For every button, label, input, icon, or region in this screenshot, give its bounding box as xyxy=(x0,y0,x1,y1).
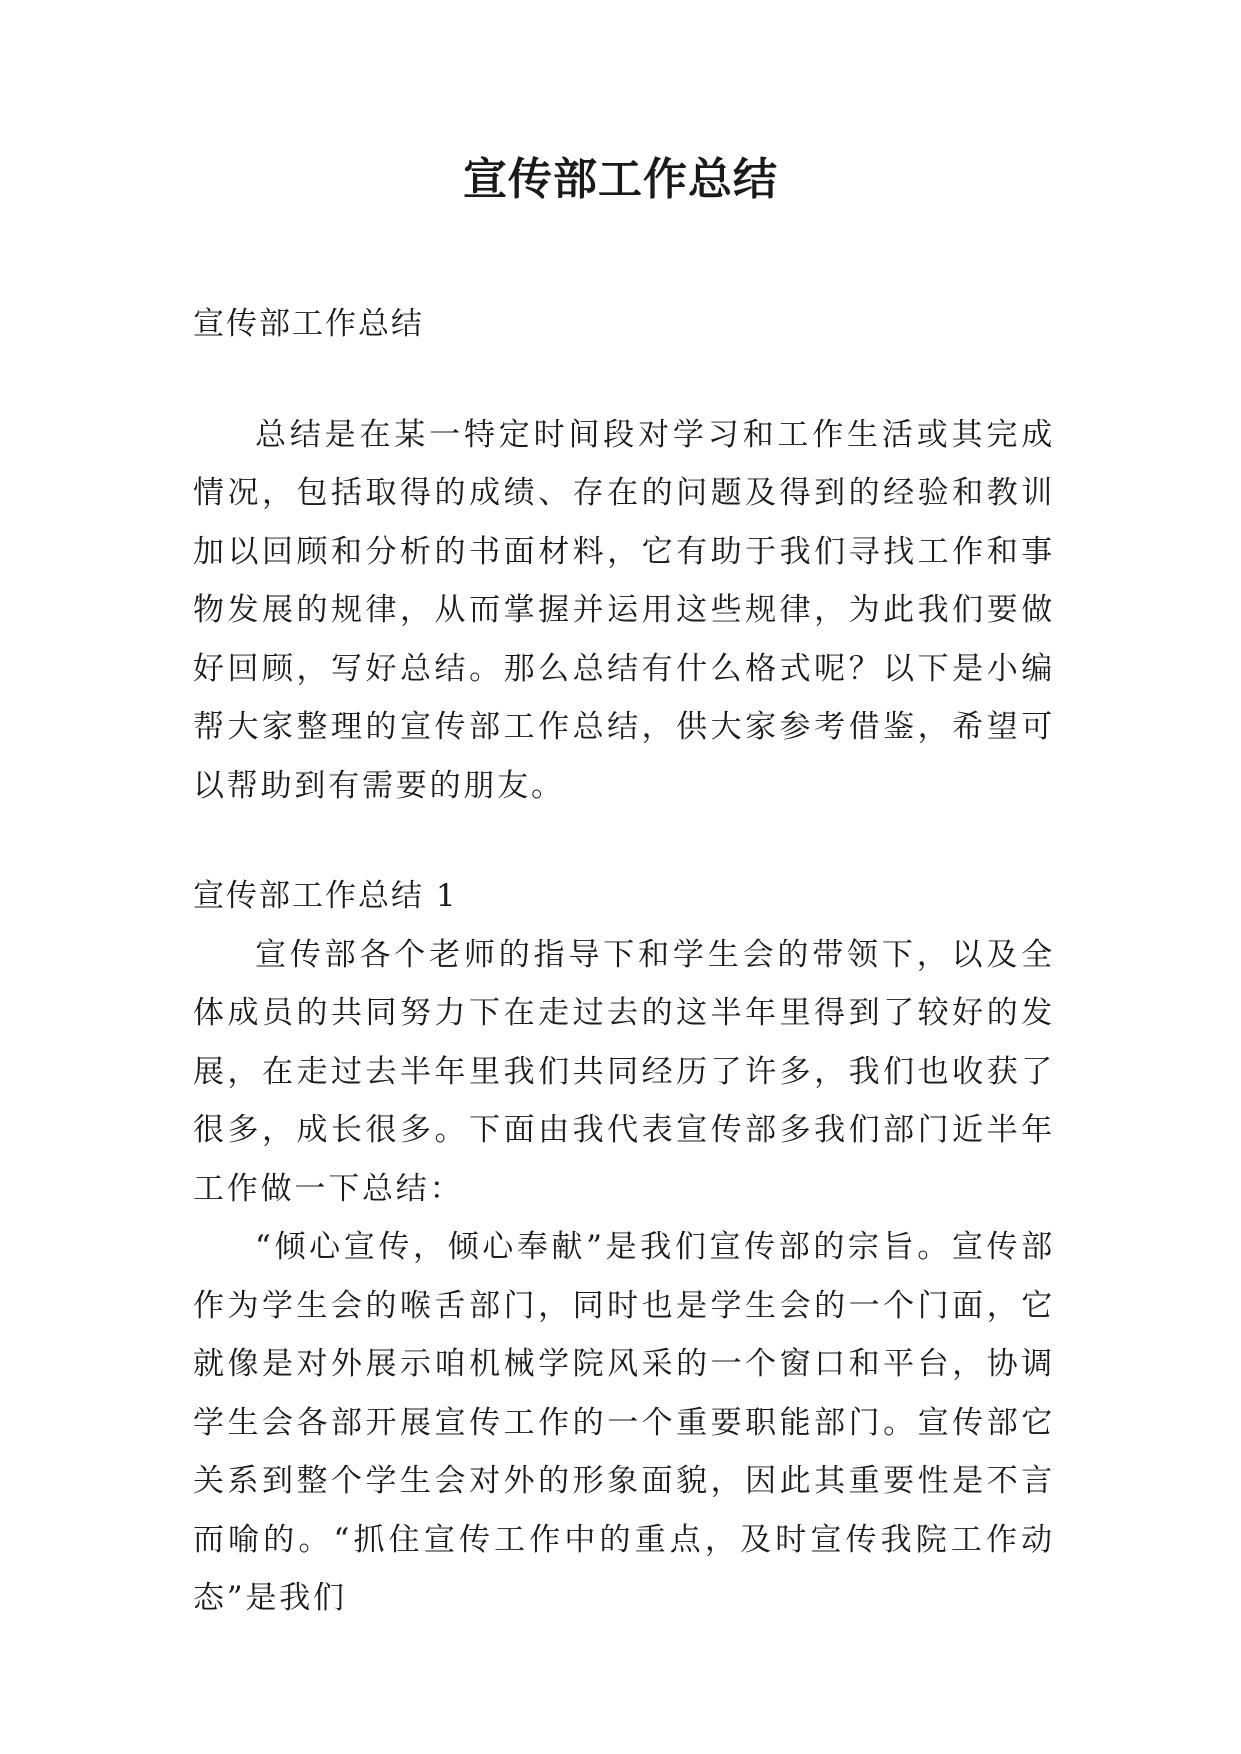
document-title: 宣传部工作总结 xyxy=(463,154,778,205)
body-paragraph: “倾心宣传，倾心奉献”是我们宣传部的宗旨。宣传部作为学生会的喉舌部门，同时也是学生会的一个门面，它就像是对外展示咱机械学院风采的一个窗口和平台，协调学生会各部开展宣传工作的一个重要职能部门。宣传部它关系到整个学生会对外的形象面貌，因此其重要性是不言而喻的。“抓住宣传工作中的重点，及时宣传我院工作动态”是我们 xyxy=(193,1229,1055,1616)
intro-paragraph: 总结是在某一特定时间段对学习和工作生活或其完成情况，包括取得的成绩、存在的问题及得到的经验和教训加以回顾和分析的书面材料，它有助于我们寻找工作和事物发展的规律，从而掌握并运用这些规律，为此我们要做好回顾，写好总结。那么总结有什么格式呢？以下是小编帮大家整理的宣传部工作总结，供大家参考借鉴，希望可以帮助到有需要的朋友。 xyxy=(193,416,1055,804)
body-paragraph: 宣传部各个老师的指导下和学生会的带领下，以及全体成员的共同努力下在走过去的这半年里得到了较好的发展，在走过去半年里我们共同经历了许多，我们也收获了很多，成长很多。下面由我代表宣传部多我们部门近半年工作做一下总结： xyxy=(193,936,1055,1207)
section-heading: 宣传部工作总结 1 xyxy=(193,878,458,914)
document-subtitle: 宣传部工作总结 xyxy=(193,306,424,342)
document-body xyxy=(193,295,1055,1628)
